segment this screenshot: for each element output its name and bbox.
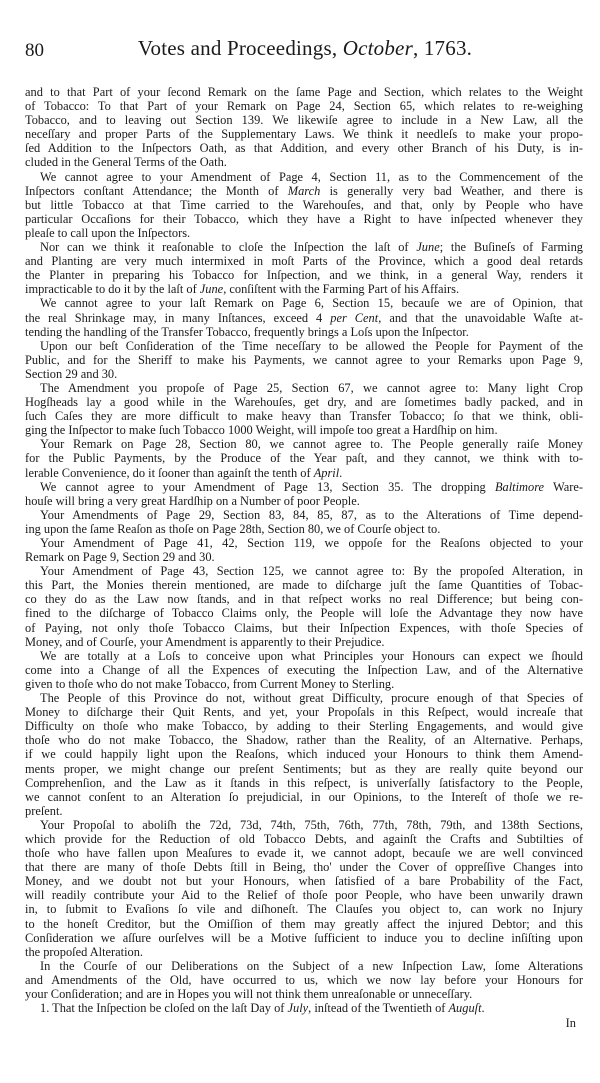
text-line: Your Remark on Page 28, Section 80, we cannot agree to. The People generally raiſe Money — [40, 437, 583, 452]
text-line: for the Public Payments, by the Produce of the Year paſt, and they cannot, we think with to- — [25, 451, 583, 466]
text-line: co they do as the Law now ſtands, and in that reſpect works no real Difference; but being con- — [25, 592, 583, 607]
text-line: Inſpectors conſtant Attendance; the Month of March is generally very bad Weather, and there is — [25, 183, 583, 198]
text-line: this Part, the Monies therein mentioned, are made to diſcharge juſt the ſame Quantities of Tobac- — [25, 578, 583, 593]
text-line: in, to ſubmit to Evaſions ſo vile and diſhoneſt. The Clauſes you object to, can work no Injury — [25, 902, 583, 917]
text-line: In the Courſe of our Deliberations on the Subject of a new Inſpection Law, ſome Alterations — [40, 958, 583, 973]
italic-term: per Cent — [330, 310, 379, 325]
text-line: We are totally at a Loſs to conceive upon what Principles your Honours can expect we ſhould — [40, 648, 583, 663]
text-line: preſent. — [25, 803, 63, 818]
text-line: will readily contribute your Aid to the Relief of thoſe poor People, who have been unwarily drawn — [25, 888, 583, 903]
text-line: We cannot agree to your Amendment of Page 13, Section 35. The dropping Baltimore Ware- — [40, 479, 583, 494]
text-line: and Amendments of the Old, have occurred to us, which we now lay before your Honours for — [25, 972, 583, 987]
paragraph — [25, 381, 583, 437]
paragraph — [25, 85, 583, 170]
text-line: which provide for the Reduction of old Tobacco Debts, and againſt the Crafts and Subtilties of — [25, 831, 583, 846]
paragraph — [25, 480, 583, 508]
title-month: October — [342, 36, 413, 60]
text-line: your Conſideration; and are in Hopes you will not think them unreaſonable or unneceſſary. — [25, 987, 473, 1001]
italic-term: Baltimore — [494, 479, 545, 494]
running-title — [25, 36, 585, 61]
page-header — [25, 36, 585, 66]
paragraph — [25, 240, 583, 296]
text-line: given to thoſe who do not make Tobacco, from Current Money to Sterling. — [25, 676, 395, 691]
text-line: we cannot conſent to an Alteration ſo prejudicial, in our Opinions, to the Intereſt of thoſe we re- — [25, 789, 583, 804]
paragraph — [25, 691, 583, 818]
text-line: if we could happily light upon the Reaſons, which induced your Honours to think them Amend- — [25, 747, 583, 762]
paragraph — [25, 296, 583, 338]
text-line: of Paying, not only thoſe Tobacco Claims, but their Inſpection Expences, with thoſe Species of — [25, 620, 583, 635]
text-line: Public, and for the Sheriff to make his Payments, we cannot agree to your Remarks upon Page 9, — [25, 352, 583, 367]
italic-term: June — [199, 282, 224, 297]
text-line: We cannot agree to your Amendment of Page 4, Section 11, as to the Commencement of the — [40, 169, 583, 184]
text-line: and Planting are very much intermixed in moſt Parts of the Province, which a good deal retards — [25, 254, 583, 269]
paragraph — [25, 959, 583, 1001]
catchword: In — [565, 1016, 576, 1030]
text-line: ſuch Caſes they are more difficult to make heavy than Transfer Tobacco; ſo that we think, obli- — [25, 409, 583, 424]
text-line: ſed Addition to the Inſpectors Oath, as that Addition, and every other Branch of his Duty, is in- — [25, 141, 583, 156]
page-number: 80 — [25, 40, 44, 61]
text-line: pleaſe to call upon the Inſpectors. — [25, 225, 191, 240]
text-line: to the honeſt Creditor, but the Omiſſion of them may greatly affect the injured Debtor; and this — [25, 916, 583, 931]
text-line: Conſideration we aſſure ourſelves will be a Motive ſufficient to induce you to decline inſiſting upon — [25, 930, 583, 945]
text-line: of Tobacco: To that Part of your Remark on Page 24, Section 65, which relates to re-weighing — [25, 99, 583, 114]
text-line: Your Amendments of Page 29, Section 83, 84, 85, 87, as to the Alterations of Time depend- — [40, 507, 583, 522]
text-line: thoſe who have fallen upon Meaſures to evade it, we cannot adopt, becauſe we are well convinced — [25, 846, 583, 861]
italic-term: March — [287, 183, 321, 198]
title-main: Votes and Proceedings, — [137, 36, 343, 60]
document-body — [25, 85, 583, 1015]
paragraph — [25, 508, 583, 536]
italic-term: July — [287, 1001, 309, 1016]
text-line: come into a Change of all the Expences of executing the Inſpection Law, and of the Alternative — [25, 662, 583, 677]
text-line: particular Occaſions for their Tobacco, which they have a Right to have inſpected whenever they — [25, 211, 583, 226]
text-line: fined to the diſcharge of Tobacco Claims only, the People will loſe the Advantage they now have — [25, 606, 583, 621]
text-line: that there are many of thoſe Debts ſtill in Being, tho' under the Cover of oppreſſive Changes into — [25, 860, 583, 875]
italic-term: Auguſt — [448, 1001, 482, 1016]
paragraph — [25, 649, 583, 691]
text-line: Section 29 and 30. — [25, 366, 118, 381]
text-line: Nor can we think it reaſonable to cloſe the Inſpection the laſt of June; the Buſineſs of Farming — [40, 240, 583, 255]
text-line: the propoſed Alteration. — [25, 944, 144, 959]
text-line: tending the handling of the Transfer Tobacco, frequently brings a Loſs upon the Inſpector. — [25, 324, 469, 339]
text-line: We cannot agree to your laſt Remark on Page 6, Section 15, becauſe we are of Opinion, that — [40, 296, 583, 311]
text-line: Tobacco, and to leaving out Section 139. We likewiſe agree to include in a New Law, all the — [25, 113, 583, 128]
text-line: neceſſary and proper Parts of the Supplementary Laws. We think it needleſs to make your propo- — [25, 127, 583, 142]
text-line: Hogſheads lay a good while in the Warehouſes, get dry, and are ſometimes badly packed, and in — [25, 395, 583, 410]
text-line: impracticable to do it by the laſt of June, conſiſtent with the Farming Part of his Affairs. — [25, 282, 460, 297]
text-line: Difficulty on thoſe who make Tobacco, by adding to their Sterling Engagements, and would give — [25, 719, 583, 734]
paragraph — [25, 170, 583, 240]
text-line: Money, and of Courſe, your Amendment is apparently to their Prejudice. — [25, 634, 385, 649]
italic-term: April — [313, 465, 340, 480]
text-line: and to that Part of your ſecond Remark on the ſame Page and Section, which relates to the Weight — [25, 85, 583, 99]
italic-term: June — [416, 240, 440, 255]
paragraph — [25, 1001, 583, 1015]
text-line: Your Propoſal to aboliſh the 72d, 73d, 74th, 75th, 76th, 77th, 78th, 79th, and 138th Sections, — [40, 817, 583, 832]
text-line: thoſe who do not make Tobacco, the Shadow, rather than the Reality, of an Alternative. Perhaps, — [25, 733, 583, 748]
text-line: Your Amendment of Page 43, Section 125, we cannot agree to: By the propoſed Alteration, in — [40, 564, 583, 579]
paragraph — [25, 437, 583, 479]
text-line: the Planter in preparing his Tobacco for Inſpection, and we think, in a general Way, renders it — [25, 268, 583, 283]
text-line: lerable Convenience, do it ſooner than againſt the tenth of April. — [25, 465, 343, 480]
paragraph — [25, 818, 583, 959]
text-line: ging the Inſpector to make ſuch Tobacco 1000 Weight, will impoſe too great a Hardſhip on him. — [25, 423, 498, 438]
text-line: Money, and we doubt not but your Honours, when ſatisfied of a bare Probability of the Fact, — [25, 874, 583, 889]
paragraph — [25, 339, 583, 381]
text-line: Comprehenſion, and the Law as it ſtands in this reſpect, is univerſally ſatisfactory to the People, — [25, 775, 583, 790]
paragraph — [25, 536, 583, 564]
text-line: Remark on Page 9, Section 29 and 30. — [25, 550, 215, 565]
text-line: but little Tobacco at that Time carried to the Warehouſes, and that, only by People who have — [25, 197, 583, 212]
text-line: 1. That the Inſpection be cloſed on the laſt Day of July, inſtead of the Twentieth of Auguſt. — [40, 1001, 485, 1016]
paragraph — [25, 564, 583, 649]
text-line: the real Shrinkage may, in many Inſtances, exceed 4 per Cent, and that the unavoidable Waſte at- — [25, 310, 583, 325]
text-line: cluded in the General Terms of the Oath. — [25, 155, 227, 170]
text-line: ing upon the ſame Reaſon as thoſe on Page 28th, Section 80, we of Courſe object to. — [25, 521, 441, 536]
text-line: The Amendment you propoſe of Page 25, Section 67, we cannot agree to: Many light Crop — [40, 380, 583, 395]
text-line: ments proper, we might change our preſent Sentiments; but as they are really quite beyond our — [25, 761, 583, 776]
text-line: The People of this Province do not, without great Difficulty, procure enough of that Species of — [40, 691, 583, 706]
title-year: , 1763. — [412, 36, 473, 60]
text-line: Your Amendment of Page 41, 42, Section 119, we oppoſe for the Reaſons objected to your — [40, 536, 583, 550]
text-line: Upon our beſt Conſideration of the Time neceſſary to be allowed the People for Payment of the — [40, 338, 583, 353]
text-line: Money to diſcharge their Quit Rents, and yet, your Propoſals in this Reſpect, would increaſe that — [25, 705, 583, 720]
text-line: houſe will bring a very great Hardſhip on a Number of poor People. — [25, 493, 360, 508]
